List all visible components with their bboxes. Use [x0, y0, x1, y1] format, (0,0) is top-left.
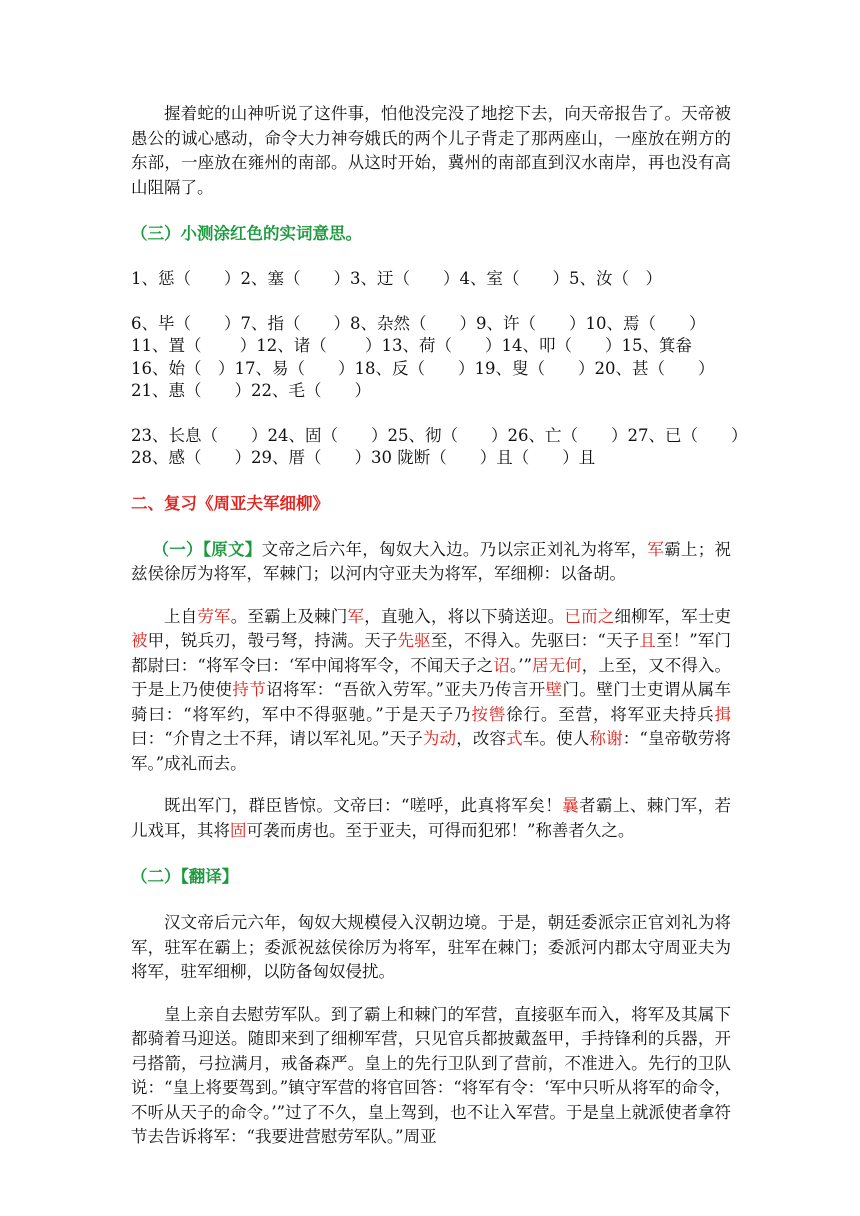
- quiz-line: 6、毕（ ）7、指（ ）8、杂然（ ）9、许（ ）10、焉（ ）: [131, 313, 706, 333]
- translation-heading: （二）【翻译】: [131, 867, 239, 886]
- highlighted-word: 称谢: [589, 729, 623, 748]
- original-text-paragraph-3: [131, 794, 731, 843]
- rich-p2: [131, 607, 731, 773]
- quiz-line: 23、长息（ ）24、固（ ）25、彻（ ）26、亡（ ）27、已（ ）: [131, 425, 748, 445]
- highlighted-word: 已而之: [564, 606, 615, 626]
- highlighted-word: 诏: [493, 655, 510, 675]
- text-run: 文帝之后六年，匈奴大入边。乃以宗正刘礼为将军，: [261, 539, 648, 559]
- quiz-line: 21、惠（ ）22、毛（ ）: [131, 381, 371, 400]
- text-run: 。至霸上及棘门: [230, 606, 348, 626]
- text-run: ，改容: [456, 729, 507, 748]
- quiz-heading: （三）小测涂红色的实词意思。: [131, 224, 362, 243]
- text-run: 至，不得入。先驱曰：“天子: [430, 631, 640, 650]
- highlighted-word: 先驱: [397, 631, 431, 650]
- text-run: 可袭而虏也。至于亚夫，可得而犯邪！”称善者久之。: [246, 820, 635, 840]
- original-text-paragraph-1: [131, 538, 731, 587]
- document-page: [131, 102, 748, 1150]
- text-run: 细柳军，军士吏: [614, 606, 732, 626]
- highlighted-word: 按辔: [471, 704, 507, 724]
- text-run: ：“皇帝敬劳将军。”成礼而去。: [131, 729, 732, 773]
- text-run: 者霸上、棘门军，若儿戏耳，其将: [131, 796, 732, 840]
- highlighted-word: 曩: [562, 796, 580, 815]
- text-run: 上自: [164, 606, 198, 626]
- text-run: 。’”: [509, 655, 532, 675]
- highlighted-word: 揖: [714, 704, 732, 724]
- highlighted-word: 被: [131, 631, 148, 650]
- quiz-group-3: [131, 425, 748, 470]
- highlighted-word: 居无何: [531, 655, 582, 675]
- quiz-line: 1、惩（ ）2、塞（ ）3、迂（ ）4、室（ ）5、汝（ ）: [131, 269, 662, 288]
- highlighted-word: 壁: [545, 680, 563, 699]
- original-text-paragraph-2: [131, 605, 731, 777]
- quiz-line: 28、感（ ）29、厝（ ）30 陇断（ ）且（ ）且: [131, 448, 596, 467]
- highlighted-word: 持节: [232, 680, 267, 699]
- text-run: 徐行。至营，将军亚夫持兵: [506, 704, 715, 724]
- highlighted-word: 固: [230, 820, 247, 840]
- text-run: 至！”军门都尉曰：“将军令曰：‘军中闻将军令，不闻天子之: [131, 631, 731, 675]
- text-run: ，上至，又不得入。于是上乃使使: [131, 655, 732, 699]
- text-run: 车。使人: [522, 729, 590, 748]
- text-run: 曰：“介胄之士不拜，请以军礼见。”天子: [131, 729, 423, 748]
- translation-paragraph-2: 皇上亲自去慰劳军队。到了霸上和棘门的军营，直接驱车而入，将军及其属下都骑着马迎送。随即来到了细柳军营，只见官兵都披戴盔甲，手持锋利的兵器，开弓搭箭，弓拉满月，戒备森严。皇上的先行卫队到了营前，不准进入。先行的卫队说：“皇上将要驾到。”镇守军营的将官回答：“将军有令：‘军中只听从将军的命令，不听从天子的命令。’”过了不久，皇上驾到，也不让入军营。于是皇上就派使者拿符节去告诉将军：“我要进营慰劳军队。”周亚: [131, 1004, 731, 1146]
- text-run: 既出军门，群臣皆惊。文帝曰：“嗟呼，此真将军矣！: [164, 796, 563, 815]
- section-two-heading: 二、复习《周亚夫军细柳》: [131, 493, 329, 513]
- rich-p3: [131, 796, 731, 840]
- text-run: 甲，锐兵刃，彀弓弩，持满。天子: [147, 631, 398, 650]
- quiz-line: 16、始（ ）17、易（ ）18、反（ ）19、叟（ ）20、甚（ ）: [131, 358, 715, 378]
- quiz-group-2: [131, 313, 731, 403]
- translation-paragraph-1: 汉文帝后元六年，匈奴大规模侵入汉朝边境。于是，朝廷委派宗正官刘礼为将军，驻军在霸上；委派祝兹侯徐厉为将军，驻军在棘门；委派河内郡太守周亚夫为将军，驻军细柳，以防备匈奴侵扰。: [131, 913, 731, 981]
- story-ending-paragraph: 握着蛇的山神听说了这件事，怕他没完没了地挖下去，向天帝报告了。天帝被愚公的诚心感动，命令大力神夸娥氏的两个儿子背走了那两座山，一座放在朔方的东部，一座放在雍州的南部。从这时开始，冀州的南部直到汉水南岸，再也没有高山阻隔了。: [131, 104, 731, 197]
- highlighted-word: 式: [506, 729, 523, 748]
- text-run: 诏将军：“吾欲入劳军。”亚夫乃传言开: [266, 680, 546, 699]
- text-run: 霸上；祝兹侯徐厉为将军，军棘门；以河内守亚夫为将军，军细柳：以备胡。: [131, 539, 732, 583]
- quiz-group-1: [131, 268, 731, 291]
- highlighted-word: 为动: [422, 729, 457, 748]
- highlighted-word: 军: [647, 539, 665, 559]
- original-text-label: （一）【原文】: [152, 539, 262, 559]
- highlighted-word: 劳军: [197, 606, 231, 626]
- quiz-line: 11、置（ ）12、诸（ ）13、荷（ ）14、叩（ ）15、箕畚: [131, 336, 692, 355]
- highlighted-word: 军: [347, 606, 365, 626]
- highlighted-word: 且: [639, 631, 656, 650]
- text-run: ，直驰入，将以下骑送迎。: [364, 606, 565, 626]
- text-run: 门。壁门士吏谓从属车骑曰：“将军约，军中不得驱驰。”于是天子乃: [131, 680, 732, 724]
